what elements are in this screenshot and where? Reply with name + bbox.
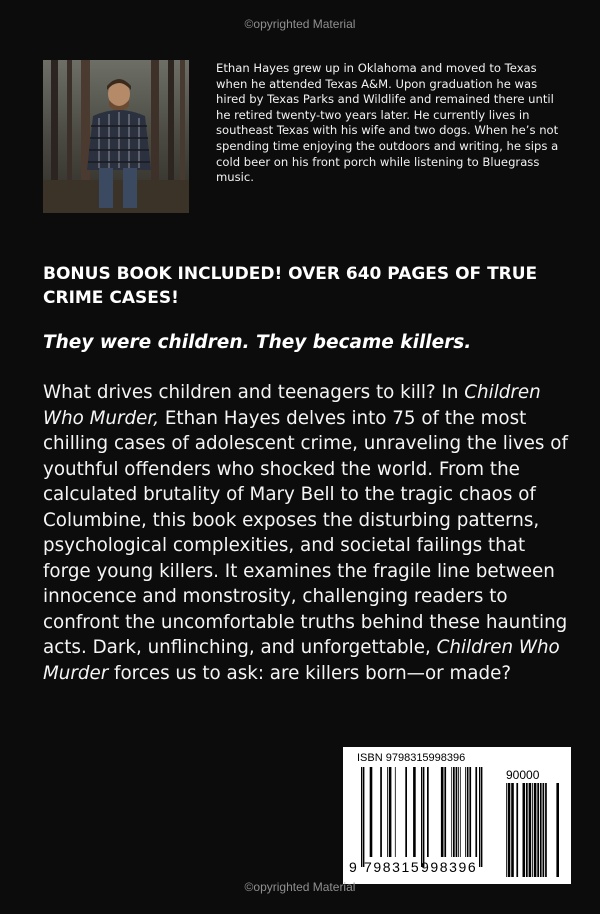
book-description bbox=[43, 380, 578, 686]
book-title-2: Children Who Murder bbox=[43, 637, 560, 684]
author-bio: Ethan Hayes grew up in Oklahoma and moved to Texas when he attended Texas A&M. Upon graduation he was hired by Texas Parks and Wildlife and remained there until he retired twenty-two years later. He currently lives in southeast Texas with his wife and two dogs. When he’s not spending time enjoying the outdoors and writing, he sips a cold beer on his front porch while listening to Bluegrass music. bbox=[216, 61, 559, 185]
price-code: 90000 bbox=[506, 768, 540, 782]
description-part-2: Ethan Hayes delves into 75 of the most chilling cases of adolescent crime, unraveling the lives of youthful offenders who shocked the world. From the calculated brutality of Mary Bell to the tragic chaos of Columbine, this book exposes the disturbing patterns, psychological complexities, and societal failings that forge young killers. It examines the fragile line between innocence and monstrosity, challenging readers to confront the uncomfortable truths behind these haunting acts. Dark, unflinching, and unforgettable, bbox=[43, 407, 568, 658]
tagline: They were children. They became killers. bbox=[43, 332, 472, 353]
isbn-digit-first: 9 bbox=[349, 859, 359, 875]
watermark-top: ©opyrighted Material bbox=[244, 17, 356, 31]
book-title-1: Children Who Murder, bbox=[43, 382, 541, 429]
author-photo bbox=[43, 60, 189, 213]
description-part-3: forces us to ask: are killers born—or made? bbox=[108, 662, 512, 684]
watermark-bottom: ©opyrighted Material bbox=[244, 880, 356, 894]
isbn-digits-group-2: 998396 bbox=[421, 859, 478, 875]
isbn-barcode bbox=[343, 747, 571, 884]
isbn-digits-group-1: 798315 bbox=[364, 859, 421, 875]
description-part-1: What drives children and teenagers to kill? In bbox=[43, 382, 465, 403]
isbn-label: ISBN 9798315998396 bbox=[357, 752, 466, 764]
bonus-banner: BONUS BOOK INCLUDED! OVER 640 PAGES OF TRUE CRIME CASES! bbox=[43, 264, 538, 308]
